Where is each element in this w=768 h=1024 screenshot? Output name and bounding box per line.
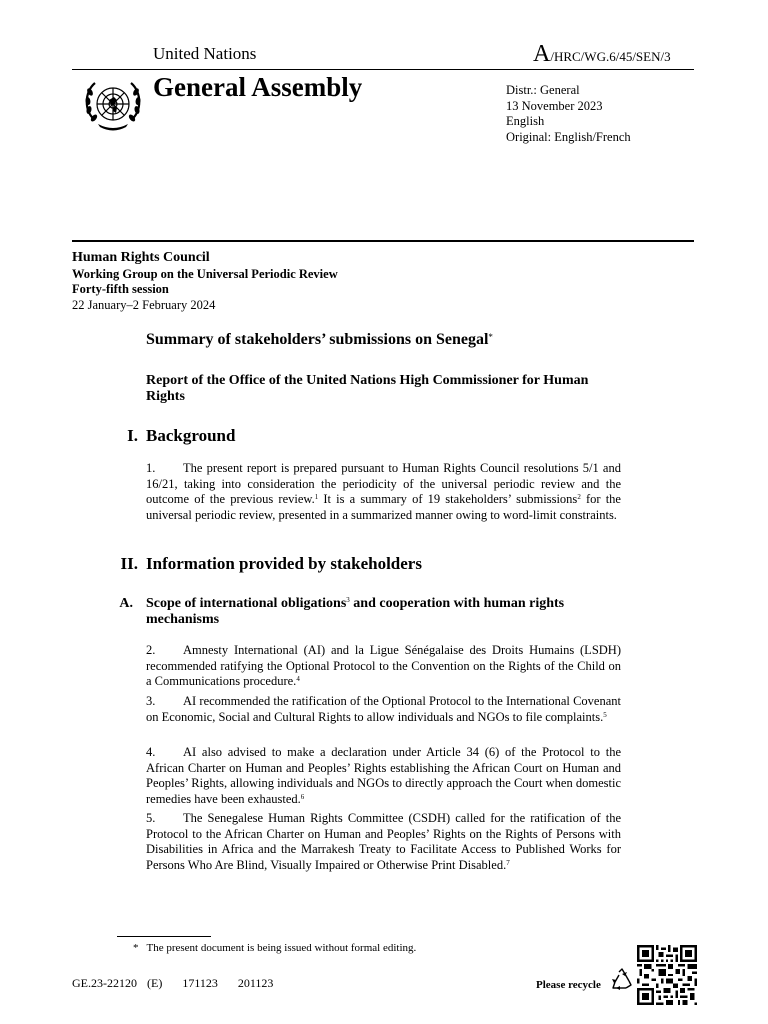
session: Forty-fifth session [72,282,169,296]
general-assembly-heading: General Assembly [153,72,363,102]
working-group: Working Group on the Universal Periodic Review [72,266,338,281]
footnote-ref: 3 [346,596,350,604]
paragraph-text: AI recommended the ratification of the Optional Protocol to the International Covenant on Economic, Social and Cultural Rights to allow individuals and NGOs to file complaints. [146,694,621,724]
paragraph-number: 2. [146,643,156,657]
organization-name: United Nations [153,44,257,63]
paragraph-text: The present report is prepared pursuant to Human Rights Council resolutions 5/1 and 16/21, taking into consideration the periodicity of the universal periodic review and the outcome of the previous review. [146,461,621,506]
paragraph-number: 4. [146,745,156,759]
subsection-label-text: and cooperation with human rights mechanisms [146,596,565,627]
original-language: Original: English/French [506,129,631,144]
distribution-block [506,83,631,145]
paragraph-number: 3. [146,694,156,708]
document-subtitle: Report of the Office of the United Nations High Commissioner for Human Rights [146,373,589,404]
footnote-ref: 2 [577,493,581,501]
footnote-ref: 1 [314,493,319,501]
footnote-ref: 4 [296,675,300,683]
subsection-label-text: Scope of international obligations [146,596,347,611]
footnote-ref: 6 [300,792,305,801]
paragraph-text: for the universal periodic review, presented in a summarized manner owing to word-limit constraints. [146,492,621,522]
un-emblem-icon [78,76,148,136]
title-text: Summary of stakeholders’ submissions on Senegal [146,331,489,348]
section-number: II. [120,554,138,573]
footnote-separator [117,936,211,937]
section-rule [72,240,694,242]
qr-code-icon [637,945,697,1005]
footnote-ref: 5 [603,710,607,719]
paragraph-text: Amnesty International (AI) and la Ligue Sénégalaise des Droits Humains (LSDH) recommended ratifying the Optional Protocol to the Convention on the Rights of the Child on a Communications procedure. [146,643,621,688]
council-block [72,250,338,313]
footnote [133,942,416,954]
title-footnote-mark: * [488,332,493,342]
session-dates: 22 January–2 February 2024 [72,297,216,312]
paragraph-3 [146,694,621,725]
symbol-prefix: A [533,41,551,67]
recycle-icon [611,968,633,992]
language: English [506,114,545,128]
document-code: GE.23-22120 (E) 171123 201123 [72,976,274,990]
paragraph-1 [146,461,621,523]
footnote-mark: * [133,942,139,954]
subsection-number: A. [119,596,133,611]
symbol-rest: /HRC/WG.6/45/SEN/3 [550,49,671,64]
document-title [146,331,493,349]
paragraph-text: The Senegalese Human Rights Committee (CSDH) called for the ratification of the Protocol to the African Charter on Human and Peoples’ Rights on the Rights of Persons with Disabilities in Africa and the Marrakesh Treaty to Facilitate Access to Published Works for Persons Who Are Blind, Visually Impaired or Otherwise Print Disabled. [146,811,621,872]
paragraph-5 [146,811,621,873]
council-name: Human Rights Council [72,250,210,265]
section-label: Information provided by stakeholders [146,554,422,573]
paragraph-4 [146,745,621,807]
paragraph-2 [146,643,621,690]
subsection-label [146,596,626,628]
header-rule [72,69,694,70]
footnote-ref: 7 [506,858,510,867]
issue-date: 13 November 2023 [506,98,603,113]
paragraph-number: 5. [146,811,156,825]
paragraph-number: 1. [146,461,156,475]
section-number: I. [127,426,138,445]
document-symbol [533,42,671,66]
please-recycle-label: Please recycle [536,979,601,991]
paragraph-text: It is a summary of 19 stakeholders’ submissions [318,492,578,506]
section-label: Background [146,426,236,445]
footnote-text: The present document is being issued without formal editing. [146,942,417,954]
paragraph-text: AI also advised to make a declaration under Article 34 (6) of the Protocol to the African Charter on Human and Peoples’ Rights establishing the African Court on Human and Peoples’ Rights, allowing individuals and NGOs to directly approach the Court when domestic remedies have been exhausted. [146,745,621,806]
distribution: Distr.: General [506,83,580,97]
